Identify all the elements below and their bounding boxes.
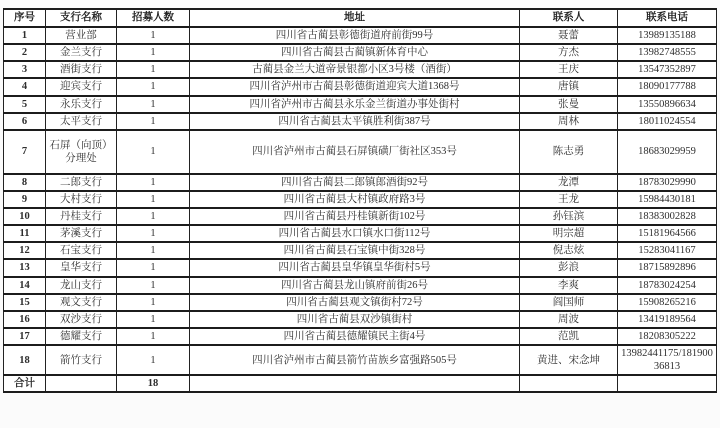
cell-branch-name: 箭竹支行 (46, 345, 117, 375)
table-row (4, 311, 717, 328)
cell-count: 1 (117, 61, 190, 78)
table-row (4, 277, 717, 294)
cell-no: 4 (4, 78, 46, 95)
table-row (4, 191, 717, 208)
cell-branch-name: 营业部 (46, 27, 117, 44)
total-label: 合计 (4, 375, 46, 392)
col-header-branch-name: 支行名称 (46, 9, 117, 27)
cell-branch-name: 酒街支行 (46, 61, 117, 78)
cell-contact: 聂蕾 (520, 27, 618, 44)
cell-no: 10 (4, 208, 46, 225)
col-header-address: 地址 (190, 9, 520, 27)
total-phone-empty (618, 375, 717, 392)
total-address-empty (190, 375, 520, 392)
cell-contact: 龙潭 (520, 174, 618, 191)
table-row (4, 78, 717, 95)
cell-address: 四川省古蔺县皇华镇皇华街村5号 (190, 259, 520, 276)
cell-no: 13 (4, 259, 46, 276)
cell-address: 四川省泸州市古蔺县石屏镇磺厂街社区353号 (190, 130, 520, 174)
cell-phone: 13982748555 (618, 44, 717, 61)
table-row (4, 174, 717, 191)
cell-address: 四川省古蔺县大村镇政府路3号 (190, 191, 520, 208)
cell-phone: 13550896634 (618, 96, 717, 113)
cell-count: 1 (117, 208, 190, 225)
cell-contact: 阎国师 (520, 294, 618, 311)
cell-no: 12 (4, 242, 46, 259)
cell-count: 1 (117, 225, 190, 242)
cell-branch-name: 二郎支行 (46, 174, 117, 191)
cell-phone: 18011024554 (618, 113, 717, 130)
cell-phone: 13547352897 (618, 61, 717, 78)
cell-count: 1 (117, 259, 190, 276)
cell-address: 四川省古蔺县太平镇胜利街387号 (190, 113, 520, 130)
cell-no: 14 (4, 277, 46, 294)
col-header-no: 序号 (4, 9, 46, 27)
total-branch-empty (46, 375, 117, 392)
table-row (4, 44, 717, 61)
cell-count: 1 (117, 345, 190, 375)
cell-count: 1 (117, 78, 190, 95)
cell-count: 1 (117, 242, 190, 259)
col-header-count: 招募人数 (117, 9, 190, 27)
cell-contact: 张曼 (520, 96, 618, 113)
cell-count: 1 (117, 27, 190, 44)
total-contact-empty (520, 375, 618, 392)
cell-address: 四川省古蔺县丹桂镇新街102号 (190, 208, 520, 225)
cell-branch-name: 迎宾支行 (46, 78, 117, 95)
cell-phone: 18783029990 (618, 174, 717, 191)
cell-branch-name: 石屏（向顶）分理处 (46, 130, 117, 174)
cell-phone: 18715892896 (618, 259, 717, 276)
cell-no: 16 (4, 311, 46, 328)
cell-count: 1 (117, 294, 190, 311)
header-row (4, 9, 717, 27)
cell-contact: 周波 (520, 311, 618, 328)
cell-branch-name: 龙山支行 (46, 277, 117, 294)
cell-branch-name: 金兰支行 (46, 44, 117, 61)
table-row (4, 96, 717, 113)
cell-branch-name: 石宝支行 (46, 242, 117, 259)
table-row (4, 259, 717, 276)
cell-contact: 李爽 (520, 277, 618, 294)
cell-contact: 王龙 (520, 191, 618, 208)
table-row (4, 225, 717, 242)
cell-address: 四川省古蔺县彰德街道府前街99号 (190, 27, 520, 44)
table-row (4, 242, 717, 259)
cell-phone: 18683029959 (618, 130, 717, 174)
cell-contact: 陈志勇 (520, 130, 618, 174)
branch-recruitment-table (3, 8, 717, 393)
cell-contact: 范凯 (520, 328, 618, 345)
cell-count: 1 (117, 44, 190, 61)
cell-address: 四川省古蔺县石宝镇中街328号 (190, 242, 520, 259)
table-body (4, 27, 717, 375)
cell-contact: 方杰 (520, 44, 618, 61)
cell-branch-name: 丹桂支行 (46, 208, 117, 225)
cell-phone: 18383002828 (618, 208, 717, 225)
cell-phone: 18090177788 (618, 78, 717, 95)
cell-address: 四川省泸州市古蔺县彰德街道迎宾大道1368号 (190, 78, 520, 95)
cell-count: 1 (117, 277, 190, 294)
cell-count: 1 (117, 191, 190, 208)
cell-count: 1 (117, 130, 190, 174)
cell-contact: 倪志炫 (520, 242, 618, 259)
cell-branch-name: 大村支行 (46, 191, 117, 208)
cell-branch-name: 皇华支行 (46, 259, 117, 276)
table-row (4, 113, 717, 130)
cell-address: 四川省古蔺县观文镇街村72号 (190, 294, 520, 311)
cell-phone: 18783024254 (618, 277, 717, 294)
cell-phone: 13982441175/18190036813 (618, 345, 717, 375)
cell-address: 四川省古蔺县龙山镇府前街26号 (190, 277, 520, 294)
cell-branch-name: 双沙支行 (46, 311, 117, 328)
cell-branch-name: 太平支行 (46, 113, 117, 130)
cell-contact: 黄进、宋念坤 (520, 345, 618, 375)
cell-no: 8 (4, 174, 46, 191)
col-header-phone: 联系电话 (618, 9, 717, 27)
cell-address: 四川省古蔺县水口镇水口街112号 (190, 225, 520, 242)
cell-no: 3 (4, 61, 46, 78)
table-row (4, 130, 717, 174)
cell-branch-name: 德耀支行 (46, 328, 117, 345)
cell-address: 四川省古蔺县二郎镇郎酒街92号 (190, 174, 520, 191)
cell-address: 四川省古蔺县双沙镇街村 (190, 311, 520, 328)
cell-phone: 15283041167 (618, 242, 717, 259)
cell-contact: 周林 (520, 113, 618, 130)
table-row (4, 27, 717, 44)
cell-phone: 13419189564 (618, 311, 717, 328)
total-row (4, 375, 717, 392)
cell-phone: 15984430181 (618, 191, 717, 208)
table-row (4, 294, 717, 311)
cell-no: 6 (4, 113, 46, 130)
cell-no: 15 (4, 294, 46, 311)
cell-no: 18 (4, 345, 46, 375)
cell-phone: 18208305222 (618, 328, 717, 345)
cell-phone: 13989135188 (618, 27, 717, 44)
table-row (4, 61, 717, 78)
table-row (4, 345, 717, 375)
cell-address: 四川省泸州市古蔺县箭竹苗族乡富强路505号 (190, 345, 520, 375)
cell-contact: 明宗超 (520, 225, 618, 242)
cell-count: 1 (117, 174, 190, 191)
cell-address: 四川省泸州市古蔺县永乐金兰街道办事处街村 (190, 96, 520, 113)
cell-branch-name: 永乐支行 (46, 96, 117, 113)
cell-contact: 孙钰滨 (520, 208, 618, 225)
cell-contact: 彭浪 (520, 259, 618, 276)
cell-address: 四川省古蔺县德耀镇民主街4号 (190, 328, 520, 345)
cell-count: 1 (117, 96, 190, 113)
cell-count: 1 (117, 328, 190, 345)
cell-no: 1 (4, 27, 46, 44)
cell-phone: 15181964566 (618, 225, 717, 242)
total-count: 18 (117, 375, 190, 392)
table-row (4, 208, 717, 225)
cell-no: 17 (4, 328, 46, 345)
cell-no: 11 (4, 225, 46, 242)
cell-contact: 唐镇 (520, 78, 618, 95)
cell-address: 古蔺县金兰大道帝景银都小区3号楼（酒街） (190, 61, 520, 78)
col-header-contact: 联系人 (520, 9, 618, 27)
cell-no: 9 (4, 191, 46, 208)
cell-no: 7 (4, 130, 46, 174)
cell-branch-name: 观文支行 (46, 294, 117, 311)
cell-branch-name: 茅溪支行 (46, 225, 117, 242)
cell-phone: 15908265216 (618, 294, 717, 311)
cell-no: 5 (4, 96, 46, 113)
cell-no: 2 (4, 44, 46, 61)
table-row (4, 328, 717, 345)
cell-count: 1 (117, 311, 190, 328)
cell-address: 四川省古蔺县古蔺镇新体育中心 (190, 44, 520, 61)
cell-contact: 王庆 (520, 61, 618, 78)
cell-count: 1 (117, 113, 190, 130)
